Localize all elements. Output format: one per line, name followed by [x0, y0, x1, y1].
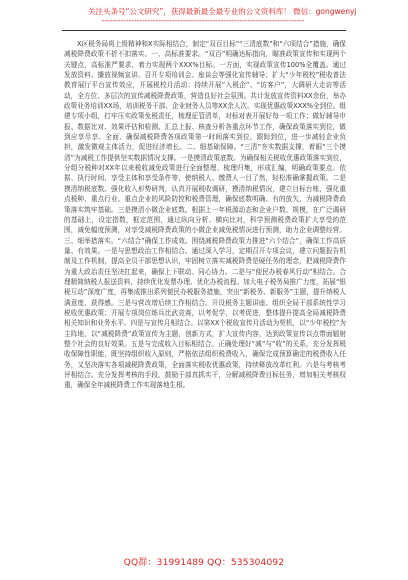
page-header [0, 0, 408, 40]
document-body [64, 39, 346, 391]
footer-contact: QQ群：31991489 QQ：535304092 [123, 558, 285, 568]
body-paragraph: X区税务局将上级精神和X实际相结合，制定“双百目标”“三清底数”和“六项结合”措施，确保减税降费政策不折不扣落实。一、高标准要求。“双百”明确达标指向，瞄准政策宣传和实现两个关键点，高标准严要求，着力实现两个XXX%目标。一方面，实现政策宣传100%全覆盖。通过发放资料、播放视频宣讲、召开专项培训会、座谈会等强化宣传辅导；扩大“少年税校”税收普法教育展厅平台宣传效应，开展税校月活动；持续开展“入税企”、“访客户”，大调研大走访等活动，全方位、多层次的宣传减税降费政策，营造良好社会氛围。共计发放宣传资料XX余份，举办政策业务培训XX场，培训税务干部、企业财务人员等XX余人次。实现优惠政策XXX%全到位。组建专项小组，打牢压实政策免税责任，梳理征管清单，对标对表开展好每一项工作；做好辅导申报、数据比对、效果评估和检测、汇总上报、核查分析各重点环节工作，确保政策落实到位，做到应享尽享、全面、确保减税降费各项政策第一时间落实到位，跟踪到位，进一步减轻企业负担，激发微观主体活力，促进经济增长。二、细基础保障。“三清”夯实数据支撑，着眼“三个摸清”为减税工作提供坚实数据情况支撑。一是摸清政策底数。为确保相关税收优惠政策落实到位，分组分税种对XX年以来税收减免政策进行全面整理、梳理归集，形成汇编，明确政策要点、依据、执行时间、享受主体和享受条件等，使纳税人、缴费人一目了然，轻松准确掌握政策。二是摸清纳税底数。强化收入形势研判，认真开展税收调研，摸清纳税情况，建立目标台账，强化重点税种、重点行业、重点企业的风险防控和税费管理，确保底数明确、有的放矢，为减税降费政策落实筑牢基础。三是摸清小微企业底数。根据上一年税源动态和企业户数、规模，在广泛调研的基础上，设定指数，框定范围，通过纵向分析、横向比对，科学预测税费政策扩大享受的范围，减免幅度预测，对享受减税降费政策的小微企业减免税情况进行预测，助力企业调整经营。三、细举措落实。“六结合”确保工作成效。围绕减税降费政策力推进“六个结合”，确保工作高质量、有效果。一是与思想政治工作相结合。通过深入学习，定期召开专项会议，建立问题报告机制及工作机制，提高全员干部思想认识，牢固树立落实减税降费是硬任务的理念，把减税降费作为重大政治责任坚决扛起来，确保上下联动、同心协力。二是与“便民办税春风行动”相结合。合理精简纳税人报送资料，持续优化发票办理、优化办税流程。加大电子税务局推广力度，拓展“银税互动”深度广度，再集成推出系列便民办税服务措施，突出“新税务、新服务”主题，提升纳税人满意度、获得感。三是与营改增后续工作相结合。开设税务主题讲座、组织全局干部系统性学习税收优惠政策；开展专项岗位练兵比武竞赛，以考促学，以考促进，整体提升提高全局减税降费相关知识和业务水平。四是与宣传月相结合。以第XX个税收宣传月活动为契机，以“少年税校”为主阵地，以“减税降费”政策宣传为主题，创新方式，扩大宣传内容，达到政策宣传以点带面辐射整个社会的良好效果。五是与完成收入目标相结合。正确处理好“减”与“收”的关系，充分发挥税收保障性职能，既坚持组织收入原则，严格依法组织税费收入，确保完成预算确定的税费收入任务，又坚决落实各项减税降费政策，全面落实税收优惠政策，持续释放改革红利。六是与考核考评相结合。充分发挥考核的手段，鼓励干部真抓实干，分解减税降费目标任务，增加相关考核权重，确保全年减税降费工作实现落地生根。 [64, 40, 346, 390]
header-dashes: --------------------------------------------------------------------------- [101, 16, 305, 25]
header-promo-text: 关注头条号“公文研究”，获得最新最全最专业的公文资料库！ 微信：gongwenyj [88, 7, 357, 16]
header-rule [62, 30, 346, 31]
